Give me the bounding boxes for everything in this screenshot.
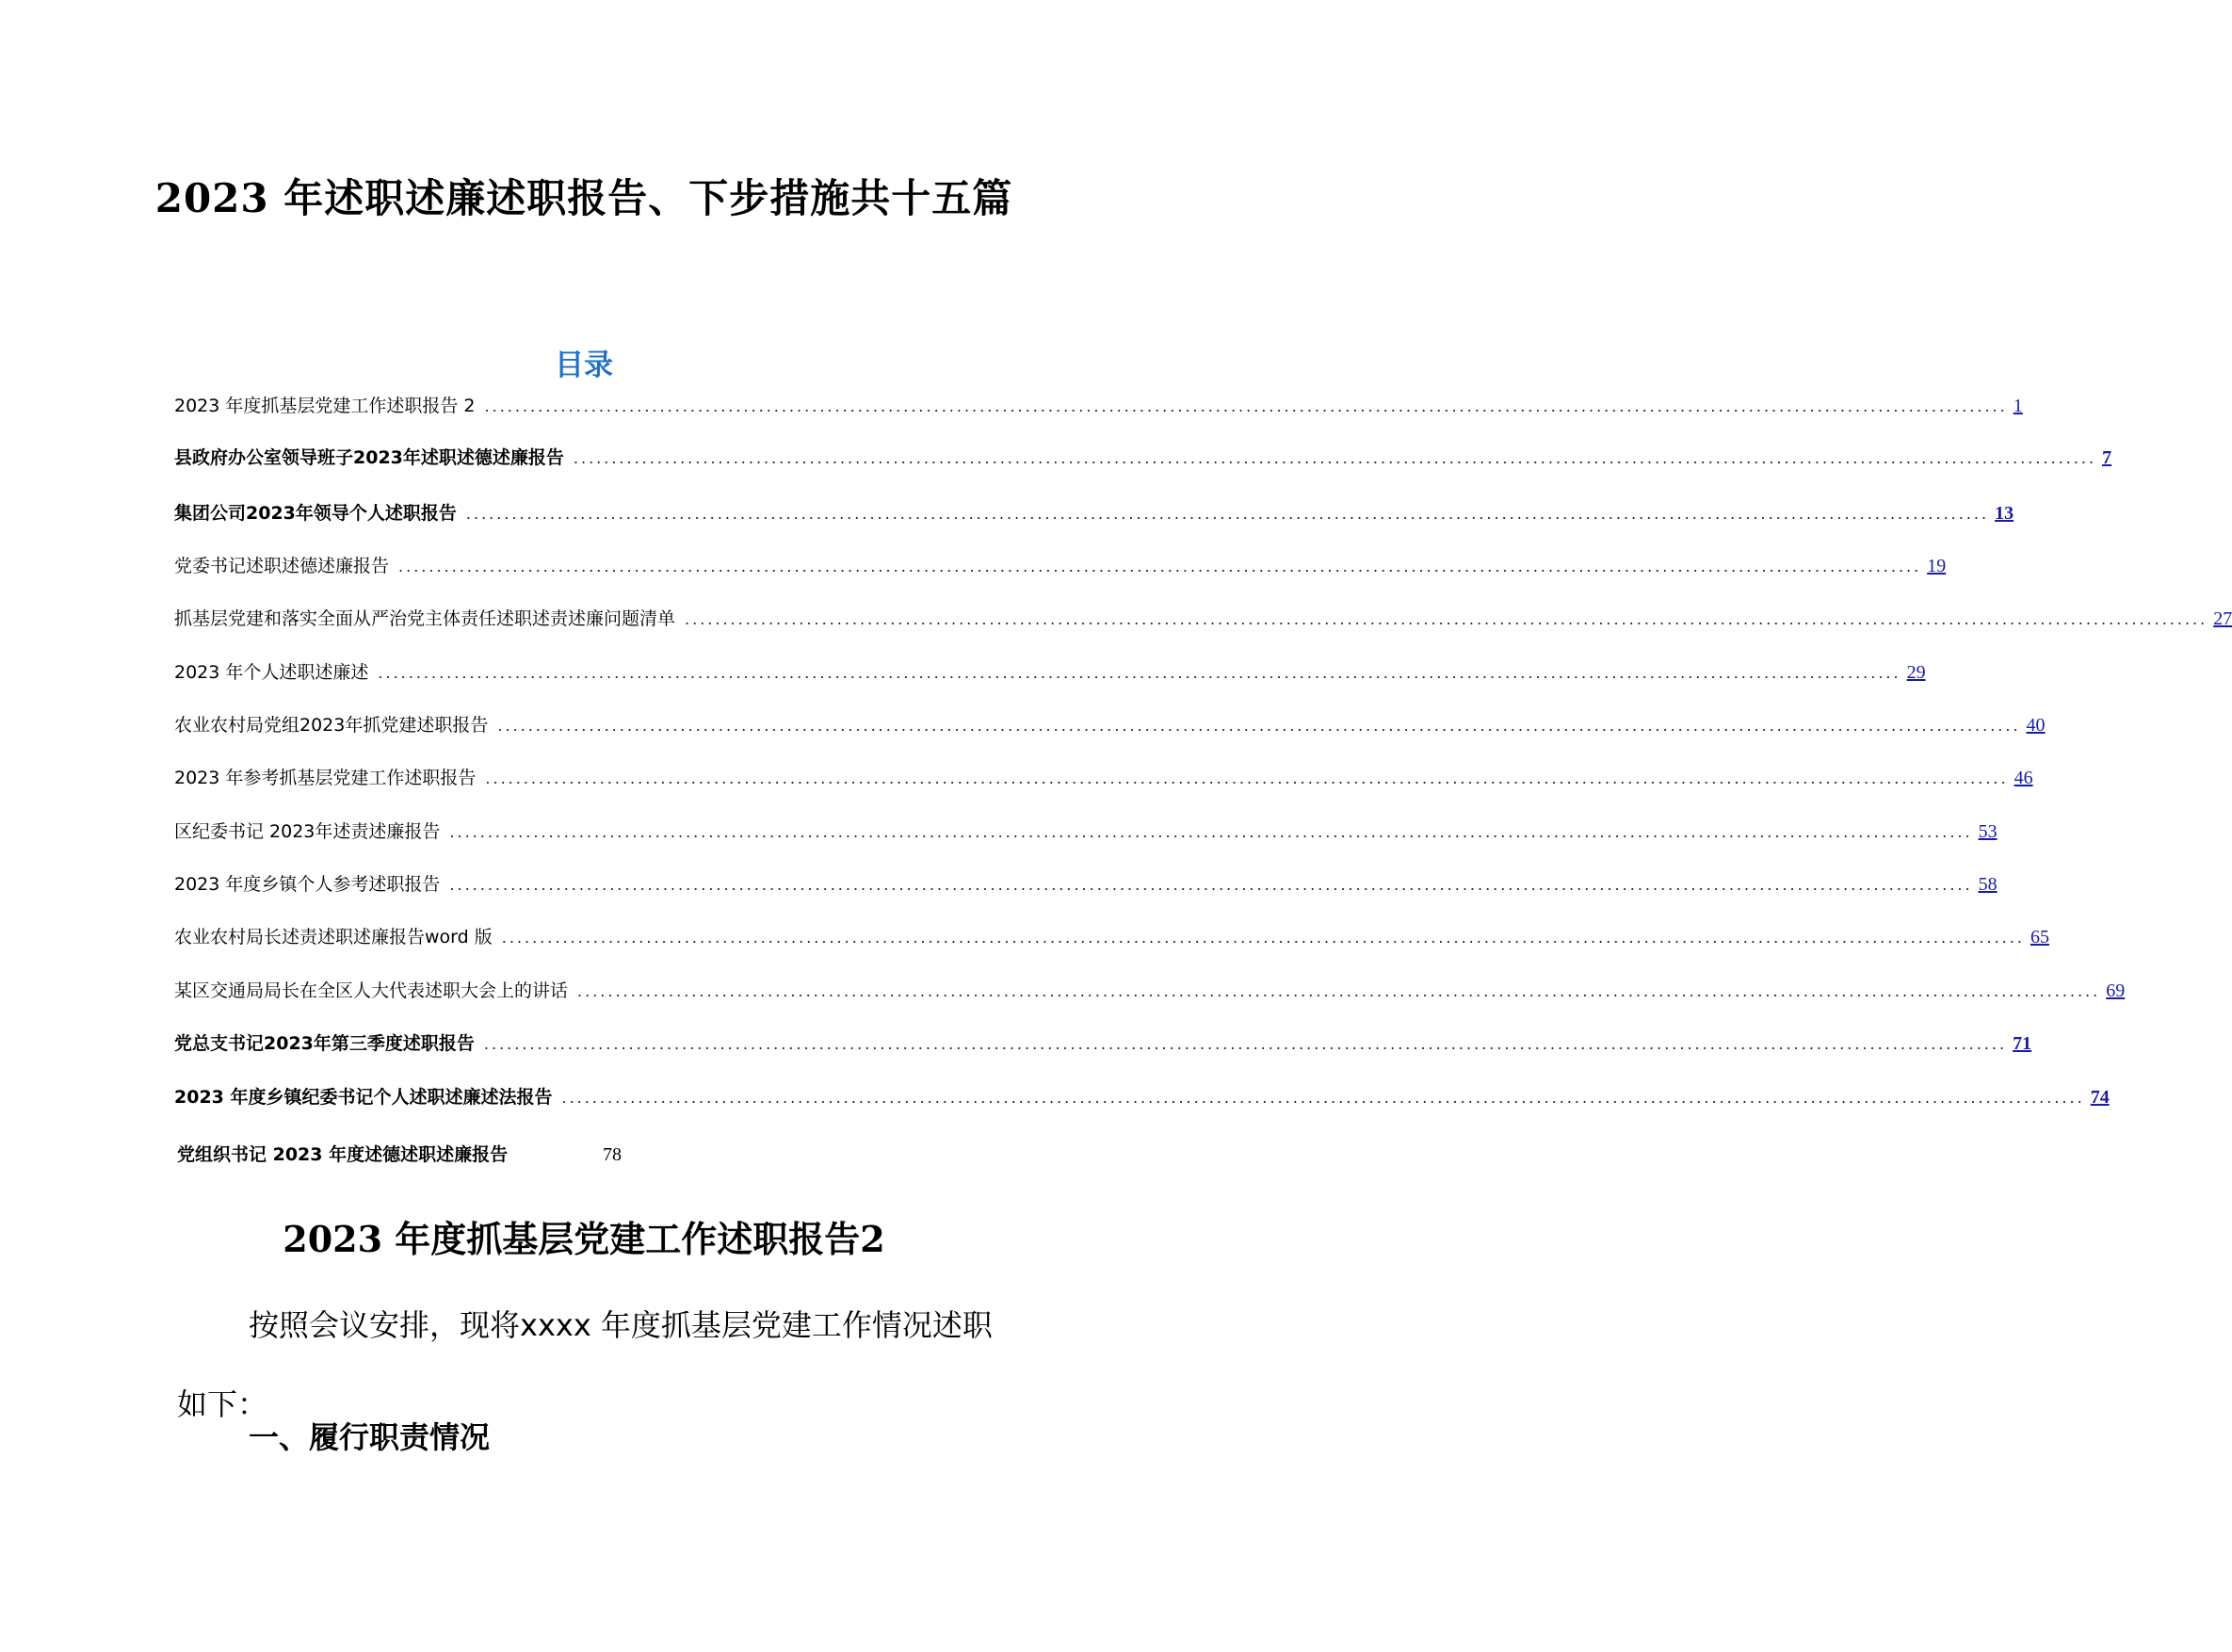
toc-page-link[interactable]: 69 xyxy=(2106,980,2126,1001)
toc-leader-dots: ........................................................................................................................................................................................................ xyxy=(398,558,1922,575)
toc-leader-dots: ........................................................................................................................................................................................................ xyxy=(573,449,2097,467)
toc-entry-last-text[interactable]: 党组织书记 2023 年度述德述职述廉报告 xyxy=(177,1144,509,1165)
toc-entry-text: 农业农村局党组2023年抓党建述职报告 xyxy=(174,715,489,736)
document-title: 2023 年述职述廉述职报告、下步措施共十五篇 xyxy=(154,175,1013,221)
toc-entry[interactable] xyxy=(174,762,2033,790)
toc-page-link[interactable]: 13 xyxy=(1995,503,2014,524)
section-heading: 一、履行职责情况 xyxy=(249,1419,491,1455)
toc-entry-text: 某区交通局局长在全区人大代表述职大会上的讲话 xyxy=(174,980,569,1001)
toc-page-link[interactable]: 40 xyxy=(2026,715,2046,736)
intro-paragraph: 按照会议安排，现将xxxx 年度抓基层党建工作情况述职如下： xyxy=(177,1307,993,1422)
toc-entry-text: 党总支书记2023年第三季度述职报告 xyxy=(174,1033,475,1054)
toc-entry[interactable] xyxy=(174,390,2023,418)
toc-entry-text: 党委书记述职述德述廉报告 xyxy=(174,556,390,576)
toc-entry[interactable] xyxy=(174,603,2232,631)
toc-entry-text: 农业农村局长述责述职述廉报告word 版 xyxy=(174,927,493,947)
toc-page-link[interactable]: 65 xyxy=(2030,927,2049,947)
toc-page-link[interactable]: 58 xyxy=(1978,874,1997,895)
toc-entry[interactable] xyxy=(174,1028,2032,1056)
toc-entry[interactable] xyxy=(174,442,2112,470)
toc-entry[interactable] xyxy=(174,975,2126,1003)
toc-entry-text: 抓基层党建和落实全面从严治党主体责任述职述责述廉问题清单 xyxy=(174,608,676,629)
section-title: 2023 年度抓基层党建工作述职报告2 xyxy=(283,1218,885,1260)
toc-entry[interactable] xyxy=(174,497,2014,526)
toc-leader-dots: ........................................................................................................................................................................................................ xyxy=(449,823,1973,841)
toc-entry[interactable] xyxy=(174,550,1947,578)
toc-heading: 目录 xyxy=(555,348,613,382)
toc-entry[interactable] xyxy=(174,816,1997,844)
toc-leader-dots: ........................................................................................................................................................................................................ xyxy=(484,397,2008,415)
toc-page-link[interactable]: 71 xyxy=(2013,1033,2032,1054)
toc-page-link[interactable]: 1 xyxy=(2013,396,2023,416)
toc-entry-text: 2023 年个人述职述廉述 xyxy=(174,662,369,683)
toc-entry-last-page: 78 xyxy=(603,1144,622,1165)
toc-entry[interactable] xyxy=(174,1081,2110,1109)
toc-leader-dots: ........................................................................................................................................................................................................ xyxy=(577,982,2101,1000)
toc-entry-text: 2023 年度乡镇纪委书记个人述职述廉述法报告 xyxy=(174,1087,553,1108)
toc-leader-dots: ........................................................................................................................................................................................................ xyxy=(497,717,2021,735)
toc-entry-text: 县政府办公室领导班子2023年述职述德述廉报告 xyxy=(174,447,564,468)
toc-page-link[interactable]: 7 xyxy=(2102,447,2112,468)
toc-entry-text: 2023 年度乡镇个人参考述职报告 xyxy=(174,874,441,895)
toc-leader-dots: ........................................................................................................................................................................................................ xyxy=(561,1089,2085,1107)
toc-leader-dots: ........................................................................................................................................................................................................ xyxy=(483,1035,2008,1053)
toc-leader-dots: ........................................................................................................................................................................................................ xyxy=(449,876,1973,894)
toc-leader-dots: ........................................................................................................................................................................................................ xyxy=(685,610,2208,628)
toc-entry[interactable] xyxy=(174,921,2049,949)
toc-page-link[interactable]: 29 xyxy=(1906,662,1926,683)
toc-page-link[interactable]: 74 xyxy=(2090,1087,2110,1108)
toc-page-link[interactable]: 46 xyxy=(2014,768,2033,788)
toc-leader-dots: ........................................................................................................................................................................................................ xyxy=(378,664,1901,682)
toc-leader-dots: ........................................................................................................................................................................................................ xyxy=(501,929,2025,947)
toc-entry[interactable] xyxy=(174,656,1926,685)
toc-leader-dots: ........................................................................................................................................................................................................ xyxy=(465,505,1990,523)
toc-page-link[interactable]: 53 xyxy=(1978,821,1997,842)
toc-leader-dots: ........................................................................................................................................................................................................ xyxy=(485,769,2009,787)
toc-entry-text: 集团公司2023年领导个人述职报告 xyxy=(174,503,457,524)
toc-entry[interactable] xyxy=(174,868,1997,897)
toc-entry-text: 区纪委书记 2023年述责述廉报告 xyxy=(174,821,441,842)
toc-entry-text: 2023 年度抓基层党建工作述职报告 2 xyxy=(174,396,476,416)
toc-entry[interactable] xyxy=(174,709,2046,737)
toc-entry-text: 2023 年参考抓基层党建工作述职报告 xyxy=(174,768,477,788)
toc-page-link[interactable]: 27 xyxy=(2213,608,2232,629)
toc-page-link[interactable]: 19 xyxy=(1927,556,1947,576)
